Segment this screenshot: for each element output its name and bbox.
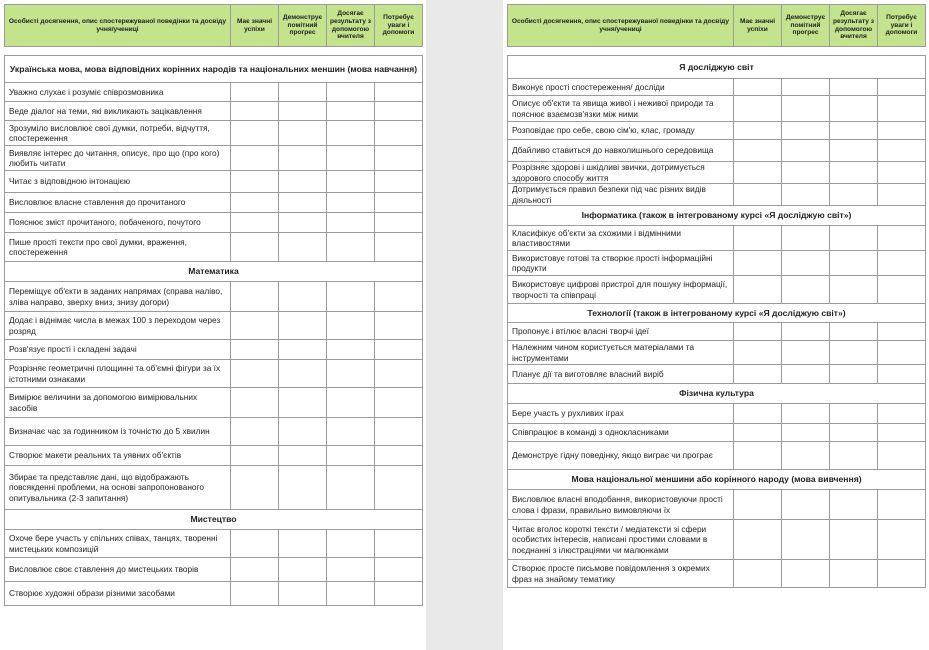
mark-with-help-cell[interactable] [327,388,375,418]
mark-significant-success-cell[interactable] [734,251,782,276]
criterion-text: Пише прості тексти про свої думки, враження, спостереження [5,233,231,262]
mark-progress-cell[interactable] [782,79,830,96]
section-title: Я досліджую світ [508,56,926,79]
mark-with-help-cell[interactable] [830,96,878,122]
mark-significant-success-cell[interactable] [734,96,782,122]
mark-significant-success-cell[interactable] [734,184,782,206]
mark-significant-success-cell[interactable] [231,193,279,213]
criterion-text: Уважно слухає і розуміє співрозмовника [5,83,231,102]
mark-needs-attention-cell[interactable] [878,442,926,470]
assessment-table-right [507,55,926,588]
mark-with-help-cell[interactable] [327,582,375,606]
table-row [5,418,423,446]
mark-needs-attention-cell[interactable] [375,213,423,233]
table-row [508,424,926,442]
mark-needs-attention-cell[interactable] [375,282,423,312]
mark-progress-cell[interactable] [782,404,830,424]
mark-with-help-cell[interactable] [830,560,878,588]
mark-needs-attention-cell[interactable] [878,79,926,96]
mark-with-help-cell[interactable] [830,490,878,520]
mark-needs-attention-cell[interactable] [375,121,423,146]
table-row [5,530,423,558]
mark-significant-success-cell[interactable] [231,446,279,466]
mark-with-help-cell[interactable] [830,184,878,206]
table-row [5,121,423,146]
table-row [508,442,926,470]
mark-progress-cell[interactable] [782,226,830,251]
mark-with-help-cell[interactable] [327,340,375,360]
mark-needs-attention-cell[interactable] [878,560,926,588]
mark-needs-attention-cell[interactable] [375,466,423,510]
table-row [508,404,926,424]
mark-progress-cell[interactable] [279,213,327,233]
mark-needs-attention-cell[interactable] [878,520,926,560]
mark-with-help-cell[interactable] [830,442,878,470]
mark-with-help-cell[interactable] [830,140,878,162]
mark-progress-cell[interactable] [279,102,327,121]
mark-progress-cell[interactable] [782,365,830,384]
mark-significant-success-cell[interactable] [231,388,279,418]
criterion-text: Розповідає про себе, свою сім'ю, клас, громаду [508,122,734,140]
table-row [5,83,423,102]
table-row [508,490,926,520]
table-row [508,226,926,251]
table-row [5,340,423,360]
mark-needs-attention-cell[interactable] [375,388,423,418]
criterion-text: Розрізняє геометричні площинні та об'ємні фігури за їх істотними ознаками [5,360,231,388]
mark-significant-success-cell[interactable] [734,424,782,442]
mark-progress-cell[interactable] [279,146,327,171]
mark-significant-success-cell[interactable] [734,490,782,520]
mark-needs-attention-cell[interactable] [878,122,926,140]
criterion-text: Висловлює власні вподобання, використовуючи прості слова і фрази, правильно вимовляючи їх [508,490,734,520]
table-row [5,282,423,312]
mark-needs-attention-cell[interactable] [878,96,926,122]
criterion-text: Створює макети реальних та уявних об'єктів [5,446,231,466]
table-row [5,213,423,233]
mark-with-help-cell[interactable] [327,418,375,446]
table-row [508,365,926,384]
mark-with-help-cell[interactable] [830,162,878,184]
mark-progress-cell[interactable] [279,418,327,446]
mark-with-help-cell[interactable] [327,530,375,558]
table-row [508,520,926,560]
mark-progress-cell[interactable] [279,446,327,466]
criterion-text: Читає з відповідною інтонацією [5,171,231,193]
mark-significant-success-cell[interactable] [734,276,782,304]
mark-progress-cell[interactable] [279,193,327,213]
mark-needs-attention-cell[interactable] [375,360,423,388]
criterion-text: Пояснює зміст прочитаного, побаченого, почутого [5,213,231,233]
mark-significant-success-cell[interactable] [231,233,279,262]
criterion-text: Зрозуміло висловлює свої думки, потреби, відчуття, спостереження [5,121,231,146]
mark-significant-success-cell[interactable] [231,213,279,233]
mark-needs-attention-cell[interactable] [375,582,423,606]
mark-needs-attention-cell[interactable] [878,184,926,206]
mark-progress-cell[interactable] [279,312,327,340]
page-right [503,0,929,650]
criterion-text: Висловлює власне ставлення до прочитаного [5,193,231,213]
mark-needs-attention-cell[interactable] [375,171,423,193]
mark-significant-success-cell[interactable] [734,162,782,184]
criterion-text: Визначає час за годинником із точністю до 5 хвилин [5,418,231,446]
mark-significant-success-cell[interactable] [231,171,279,193]
table-row [5,312,423,340]
table-row [5,193,423,213]
mark-needs-attention-cell[interactable] [878,251,926,276]
mark-with-help-cell[interactable] [830,341,878,365]
mark-progress-cell[interactable] [782,162,830,184]
mark-with-help-cell[interactable] [830,122,878,140]
mark-significant-success-cell[interactable] [231,102,279,121]
table-row [5,582,423,606]
criterion-text: Веде діалог на теми, які викликають зацікавлення [5,102,231,121]
section-title: Математика [5,262,423,282]
header-needs-attention: Потребує уваги і допомоги [878,5,926,47]
criterion-text: Дотримується правил безпеки під час різних видів діяльності [508,184,734,206]
section-title: Фізична культура [508,384,926,404]
criterion-text: Класифікує об'єкти за схожими і відмінними властивостями [508,226,734,251]
table-row [508,184,926,206]
mark-significant-success-cell[interactable] [231,360,279,388]
table-row [508,162,926,184]
mark-with-help-cell[interactable] [830,323,878,341]
criterion-text: Додає і віднімає числа в межах 100 з переходом через розряд [5,312,231,340]
mark-progress-cell[interactable] [279,121,327,146]
header-progress: Демонструє помітний прогрес [782,5,830,47]
criterion-text: Створює просте письмове повідомлення з окремих фраз на знайому тематику [508,560,734,588]
criterion-text: Дбайливо ставиться до навколишнього середовища [508,140,734,162]
mark-needs-attention-cell[interactable] [375,193,423,213]
header-significant-success: Має значні успіхи [734,5,782,47]
mark-with-help-cell[interactable] [327,193,375,213]
table-row [508,140,926,162]
mark-significant-success-cell[interactable] [231,340,279,360]
mark-significant-success-cell[interactable] [734,226,782,251]
header-with-help: Досягає результату з допомогою вчителя [327,5,375,47]
mark-significant-success-cell[interactable] [734,341,782,365]
table-row [5,102,423,121]
mark-significant-success-cell[interactable] [231,282,279,312]
header-with-help: Досягає результату з допомогою вчителя [830,5,878,47]
criterion-text: Використовує готові та створює прості інформаційні продукти [508,251,734,276]
mark-needs-attention-cell[interactable] [878,424,926,442]
mark-needs-attention-cell[interactable] [878,323,926,341]
mark-needs-attention-cell[interactable] [878,226,926,251]
mark-needs-attention-cell[interactable] [375,83,423,102]
mark-progress-cell[interactable] [782,442,830,470]
mark-significant-success-cell[interactable] [734,442,782,470]
section-title: Мистецтво [5,510,423,530]
criterion-text: Пропонує і втілює власні творчі ідеї [508,323,734,341]
mark-significant-success-cell[interactable] [231,582,279,606]
table-row [5,446,423,466]
criterion-text: Бере участь у рухливих іграх [508,404,734,424]
table-row [508,560,926,588]
header-table-right [507,4,926,47]
mark-significant-success-cell[interactable] [231,312,279,340]
table-row [508,341,926,365]
mark-progress-cell[interactable] [782,520,830,560]
mark-significant-success-cell[interactable] [734,140,782,162]
mark-with-help-cell[interactable] [327,83,375,102]
mark-with-help-cell[interactable] [327,360,375,388]
mark-needs-attention-cell[interactable] [878,490,926,520]
table-row [508,122,926,140]
mark-significant-success-cell[interactable] [231,83,279,102]
mark-significant-success-cell[interactable] [734,560,782,588]
mark-with-help-cell[interactable] [830,79,878,96]
mark-progress-cell[interactable] [782,251,830,276]
mark-progress-cell[interactable] [279,233,327,262]
mark-with-help-cell[interactable] [830,276,878,304]
criterion-text: Виконує прості спостереження/ досліди [508,79,734,96]
table-row [5,146,423,171]
criterion-text: Співпрацює в команді з однокласниками [508,424,734,442]
mark-with-help-cell[interactable] [830,365,878,384]
mark-significant-success-cell[interactable] [231,530,279,558]
mark-significant-success-cell[interactable] [734,365,782,384]
mark-progress-cell[interactable] [279,171,327,193]
mark-needs-attention-cell[interactable] [375,312,423,340]
table-row [5,233,423,262]
mark-needs-attention-cell[interactable] [878,276,926,304]
table-row [508,276,926,304]
mark-significant-success-cell[interactable] [231,558,279,582]
mark-significant-success-cell[interactable] [734,323,782,341]
mark-needs-attention-cell[interactable] [878,404,926,424]
mark-with-help-cell[interactable] [327,102,375,121]
mark-progress-cell[interactable] [782,323,830,341]
criterion-text: Планує дії та виготовляє власний виріб [508,365,734,384]
criterion-text: Демонструє гідну поведінку, якщо виграє чи програє [508,442,734,470]
criterion-text: Висловлює своє ставлення до мистецьких творів [5,558,231,582]
header-table-left [4,4,423,47]
mark-significant-success-cell[interactable] [231,466,279,510]
mark-significant-success-cell[interactable] [231,418,279,446]
mark-needs-attention-cell[interactable] [375,340,423,360]
table-row [5,466,423,510]
criterion-text: Розв'язує прості і складені задачі [5,340,231,360]
mark-with-help-cell[interactable] [830,520,878,560]
criterion-text: Виявляє інтерес до читання, описує, про що (про кого) любить читати [5,146,231,171]
section-title: Мова національної меншини або корінного народу (мова вивчення) [508,470,926,490]
mark-with-help-cell[interactable] [327,312,375,340]
mark-significant-success-cell[interactable] [734,122,782,140]
mark-progress-cell[interactable] [279,530,327,558]
mark-significant-success-cell[interactable] [231,146,279,171]
mark-progress-cell[interactable] [279,466,327,510]
page-left [0,0,426,650]
mark-progress-cell[interactable] [279,83,327,102]
mark-with-help-cell[interactable] [327,146,375,171]
header-criteria: Особисті досягнення, опис спостережуваної поведінки та досвіду учня/учениці [5,5,231,47]
table-row [508,79,926,96]
mark-significant-success-cell[interactable] [734,79,782,96]
mark-progress-cell[interactable] [782,560,830,588]
table-row [508,96,926,122]
criterion-text: Вимірює величини за допомогою вимірювальних засобів [5,388,231,418]
mark-needs-attention-cell[interactable] [375,446,423,466]
mark-with-help-cell[interactable] [327,282,375,312]
header-needs-attention: Потребує уваги і допомоги [375,5,423,47]
mark-needs-attention-cell[interactable] [375,418,423,446]
table-row [508,251,926,276]
mark-progress-cell[interactable] [279,360,327,388]
section-title: Інформатика (також в інтегрованому курсі «Я досліджую світ») [508,206,926,226]
mark-with-help-cell[interactable] [830,404,878,424]
section-title: Технології (також в інтегрованому курсі «Я досліджую світ») [508,304,926,323]
mark-with-help-cell[interactable] [830,251,878,276]
mark-significant-success-cell[interactable] [734,404,782,424]
mark-needs-attention-cell[interactable] [878,140,926,162]
mark-progress-cell[interactable] [782,122,830,140]
header-criteria: Особисті досягнення, опис спостережуваної поведінки та досвіду учня/учениці [508,5,734,47]
mark-needs-attention-cell[interactable] [375,558,423,582]
section-title: Українська мова, мова відповідних корінних народів та національних меншин (мова навчання) [5,56,423,83]
mark-with-help-cell[interactable] [327,233,375,262]
criterion-text: Охоче бере участь у спільних співах, танцях, творенні мистецьких композицій [5,530,231,558]
mark-progress-cell[interactable] [279,558,327,582]
mark-progress-cell[interactable] [279,388,327,418]
mark-progress-cell[interactable] [782,140,830,162]
criterion-text: Переміщує об'єкти в заданих напрямах (справа наліво, зліва направо, зверху вниз, знизу догори) [5,282,231,312]
mark-needs-attention-cell[interactable] [375,233,423,262]
mark-progress-cell[interactable] [782,184,830,206]
criterion-text: Описує об'єкти та явища живої і неживої природи та пояснює взаємозв'язки між ними [508,96,734,122]
mark-needs-attention-cell[interactable] [375,530,423,558]
mark-with-help-cell[interactable] [327,121,375,146]
mark-progress-cell[interactable] [782,341,830,365]
mark-needs-attention-cell[interactable] [375,102,423,121]
mark-needs-attention-cell[interactable] [878,341,926,365]
table-row [5,558,423,582]
assessment-table-left [4,55,423,606]
mark-needs-attention-cell[interactable] [878,365,926,384]
criterion-text: Читає вголос короткі тексти / медіатексти зі сфери особистих інтересів, написані простими словами в поєднанні з ілюстраціями чи малюнками [508,520,734,560]
table-row [508,323,926,341]
mark-progress-cell[interactable] [279,282,327,312]
criterion-text: Належним чином користується матеріалами та інструментами [508,341,734,365]
criterion-text: Використовує цифрові пристрої для пошуку інформації, творчості та співпраці [508,276,734,304]
mark-progress-cell[interactable] [782,424,830,442]
criterion-text: Створює художні образи різними засобами [5,582,231,606]
criterion-text: Збирає та представляє дані, що відображають повсякденні проблеми, на основі запропонованого опитувальника (2-3 запитання) [5,466,231,510]
mark-progress-cell[interactable] [279,340,327,360]
mark-with-help-cell[interactable] [327,171,375,193]
mark-significant-success-cell[interactable] [734,520,782,560]
mark-progress-cell[interactable] [279,582,327,606]
mark-progress-cell[interactable] [782,96,830,122]
header-progress: Демонструє помітний прогрес [279,5,327,47]
mark-needs-attention-cell[interactable] [375,146,423,171]
table-row [5,388,423,418]
mark-with-help-cell[interactable] [327,466,375,510]
table-row [5,360,423,388]
mark-progress-cell[interactable] [782,490,830,520]
mark-progress-cell[interactable] [782,276,830,304]
header-significant-success: Має значні успіхи [231,5,279,47]
mark-with-help-cell[interactable] [830,226,878,251]
criterion-text: Розрізняє здорові і шкідливі звички, дотримується здорового способу життя [508,162,734,184]
mark-significant-success-cell[interactable] [231,121,279,146]
mark-with-help-cell[interactable] [327,558,375,582]
mark-with-help-cell[interactable] [830,424,878,442]
table-row [5,171,423,193]
mark-with-help-cell[interactable] [327,213,375,233]
mark-needs-attention-cell[interactable] [878,162,926,184]
mark-with-help-cell[interactable] [327,446,375,466]
